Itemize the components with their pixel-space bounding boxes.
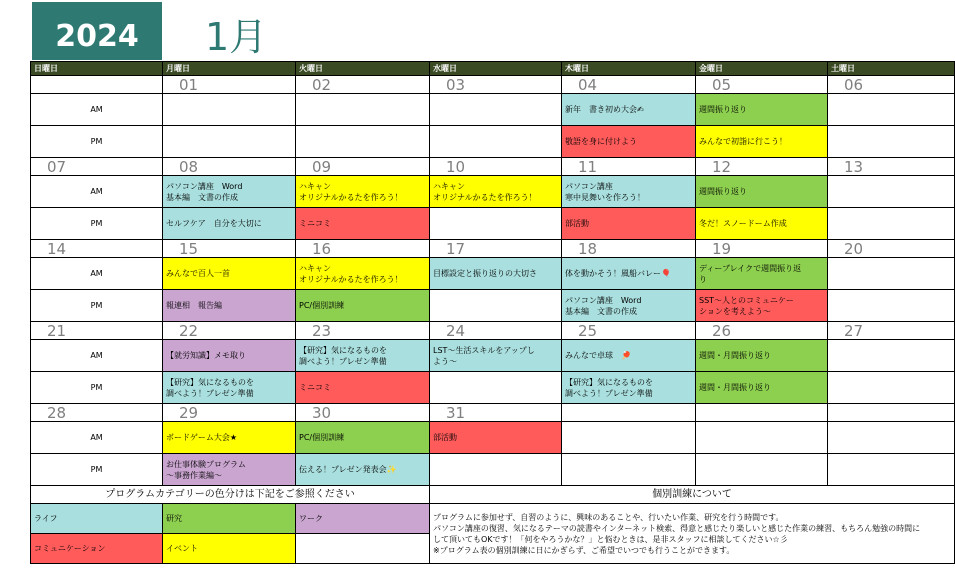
program-line: 調べよう！プレゼン準備: [565, 388, 653, 398]
program-line: 【研究】気になるものを: [565, 377, 653, 387]
program-line: 部活動: [433, 433, 457, 442]
program-line: 目標設定と振り返りの大切さ: [433, 269, 537, 278]
date-row: [31, 404, 955, 422]
date-row: [31, 76, 955, 94]
date-cell: 14: [31, 240, 163, 258]
empty-cell: [430, 94, 562, 126]
legend-work: ワーク: [296, 504, 430, 534]
date-row: [31, 322, 955, 340]
program-cell: [296, 258, 430, 290]
empty-cell: [828, 454, 955, 486]
program-line: PC/個別訓練: [299, 433, 345, 442]
program-cell: [296, 340, 430, 372]
program-line: 冬だ！スノードーム作成: [699, 219, 787, 228]
empty-cell: [828, 340, 955, 372]
date-cell: 07: [31, 158, 163, 176]
empty-cell: [562, 454, 696, 486]
program-line: パソコン講座 Word: [166, 181, 243, 191]
program-cell: [696, 94, 828, 126]
date-cell: 01: [163, 76, 296, 94]
pm-label: PM: [31, 290, 163, 322]
program-line: 報連相 報告編: [166, 301, 222, 310]
program-cell: [696, 290, 828, 322]
program-line: ションを考えよう～: [699, 306, 771, 316]
date-cell: 09: [296, 158, 430, 176]
empty-cell: [828, 372, 955, 404]
program-line: 週間・月間振り返り: [699, 383, 771, 392]
am-row: [31, 422, 955, 454]
program-cell: [562, 340, 696, 372]
empty-cell: [296, 94, 430, 126]
date-row: [31, 240, 955, 258]
weekday-header: 金曜日: [696, 62, 828, 76]
program-line: ミニコミ: [299, 383, 331, 392]
date-cell: [562, 404, 696, 422]
am-label: AM: [31, 258, 163, 290]
weekday-header-row: [31, 62, 955, 76]
program-cell: [696, 208, 828, 240]
program-cell: [163, 340, 296, 372]
program-line: オリジナルかるたを作ろう！: [299, 274, 403, 284]
program-cell: [562, 372, 696, 404]
date-cell: 31: [430, 404, 562, 422]
program-cell: [696, 372, 828, 404]
empty-cell: [562, 422, 696, 454]
legend-research: 研究: [163, 504, 296, 534]
date-cell: 15: [163, 240, 296, 258]
empty-cell: [430, 208, 562, 240]
date-cell: 11: [562, 158, 696, 176]
am-row: [31, 94, 955, 126]
program-line: LST～生活スキルをアップし: [433, 345, 535, 355]
pm-row: [31, 454, 955, 486]
date-cell: 27: [828, 322, 955, 340]
date-cell: 28: [31, 404, 163, 422]
am-row: [31, 176, 955, 208]
date-cell: 04: [562, 76, 696, 94]
empty-cell: [696, 454, 828, 486]
program-line: 伝える！プレゼン発表会✨: [299, 465, 397, 474]
year-label: 2024: [55, 18, 139, 54]
program-line: 週間振り返り: [699, 187, 747, 196]
date-cell: 05: [696, 76, 828, 94]
pm-label: PM: [31, 208, 163, 240]
program-cell: [562, 258, 696, 290]
calendar-table: [30, 61, 955, 564]
date-cell: 24: [430, 322, 562, 340]
date-cell: 26: [696, 322, 828, 340]
note-line: プログラムに参加せず、自習のように、興味のあることや、行いたい作業、研究を行う時間です。: [433, 512, 784, 522]
program-line: ボードゲーム大会★: [166, 433, 238, 442]
year-banner: [32, 2, 162, 60]
empty-cell: [828, 258, 955, 290]
date-cell: 03: [430, 76, 562, 94]
date-cell: 23: [296, 322, 430, 340]
program-cell: [696, 176, 828, 208]
date-cell: 25: [562, 322, 696, 340]
date-cell: 19: [696, 240, 828, 258]
program-line: みんなで初詣に行こう！: [699, 137, 787, 146]
pm-row: [31, 208, 955, 240]
program-line: 基本編 文書の作成: [565, 306, 637, 316]
pm-label: PM: [31, 126, 163, 158]
date-cell: 21: [31, 322, 163, 340]
program-line: ～事務作業編～: [166, 470, 222, 480]
note-line: ※プログラム表の個別訓練に日にかぎらず、ご希望でいつでも行うことができます。: [433, 545, 735, 555]
program-line: 調べよう！プレゼン準備: [299, 356, 387, 366]
date-cell: [828, 404, 955, 422]
date-cell: 08: [163, 158, 296, 176]
program-cell: [696, 126, 828, 158]
empty-cell: [696, 422, 828, 454]
am-label: AM: [31, 422, 163, 454]
program-cell: [163, 372, 296, 404]
individual-title: 個別訓練について: [430, 486, 955, 504]
program-cell: [562, 126, 696, 158]
legend-life: ライフ: [31, 504, 163, 534]
weekday-header: 水曜日: [430, 62, 562, 76]
program-line: 週間振り返り: [699, 105, 747, 114]
empty-cell: [828, 94, 955, 126]
program-cell: [296, 290, 430, 322]
empty-cell: [430, 290, 562, 322]
program-line: SST～人とのコミュニケー: [699, 295, 794, 305]
program-line: ハキャン: [299, 181, 331, 191]
program-cell: [163, 208, 296, 240]
weekday-header: 木曜日: [562, 62, 696, 76]
date-cell: 02: [296, 76, 430, 94]
individual-notes: [430, 504, 955, 564]
program-cell: [163, 422, 296, 454]
pm-row: [31, 372, 955, 404]
legend-communication: コミュニケーション: [31, 534, 163, 564]
empty-cell: [163, 126, 296, 158]
am-label: AM: [31, 94, 163, 126]
program-cell: [163, 258, 296, 290]
program-cell: [163, 290, 296, 322]
program-line: 体を動かそう！風船バレー🎈: [565, 269, 671, 278]
am-row: [31, 258, 955, 290]
legend-row-1: [31, 504, 955, 534]
program-cell: [296, 422, 430, 454]
program-cell: [430, 422, 562, 454]
empty-cell: [430, 454, 562, 486]
empty-cell: [430, 372, 562, 404]
legend-title: プログラムカテゴリーの色分けは下記をご参照ください: [31, 486, 430, 504]
program-cell: [696, 258, 828, 290]
program-line: 【研究】気になるものを: [299, 345, 387, 355]
date-cell: 13: [828, 158, 955, 176]
program-cell: [562, 290, 696, 322]
program-cell: [296, 454, 430, 486]
note-line: して頂いてもOKです！「何をやろうかな？」と悩むときは、是非スタッフに相談してください☆彡: [433, 534, 788, 544]
date-cell: 06: [828, 76, 955, 94]
empty-cell: [828, 126, 955, 158]
program-line: みんなで百人一首: [166, 269, 230, 278]
program-line: 【就労知識】メモ取り: [166, 351, 246, 360]
program-line: 寒中見舞いを作ろう！: [565, 192, 645, 202]
program-cell: [696, 340, 828, 372]
empty-cell: [828, 208, 955, 240]
program-line: お仕事体験プログラム: [166, 459, 246, 469]
empty-cell: [296, 126, 430, 158]
program-line: ミニコミ: [299, 219, 331, 228]
empty-cell: [828, 290, 955, 322]
program-cell: [296, 176, 430, 208]
program-line: 【研究】気になるものを: [166, 377, 254, 387]
program-cell: [430, 340, 562, 372]
program-cell: [163, 176, 296, 208]
program-line: みんなで卓球 🏓: [565, 351, 631, 360]
program-line: ディーブレイクで週間振り返: [699, 263, 802, 273]
program-cell: [562, 94, 696, 126]
program-line: パソコン講座: [565, 181, 613, 191]
empty-cell: [828, 176, 955, 208]
date-cell: 18: [562, 240, 696, 258]
pm-label: PM: [31, 372, 163, 404]
pm-row: [31, 290, 955, 322]
calendar-body: [31, 62, 955, 486]
weekday-header: 日曜日: [31, 62, 163, 76]
legend-empty: [296, 534, 430, 564]
program-cell: [296, 208, 430, 240]
program-line: ハキャン: [299, 263, 331, 273]
program-line: 週間・月間振り返り: [699, 351, 771, 360]
program-line: オリジナルかるたを作ろう！: [433, 192, 537, 202]
date-cell: 16: [296, 240, 430, 258]
pm-row: [31, 126, 955, 158]
date-cell: 20: [828, 240, 955, 258]
note-line: パソコン講座の復習、気になるテーマの読書やインターネット検索、得意と感じたり楽しいと感じた作業の練習、もちろん勉強の時間に: [433, 523, 921, 533]
empty-cell: [828, 422, 955, 454]
date-cell: 10: [430, 158, 562, 176]
empty-cell: [163, 94, 296, 126]
legend-section: [31, 486, 955, 564]
program-cell: [430, 176, 562, 208]
program-line: オリジナルかるたを作ろう！: [299, 192, 403, 202]
date-cell: 12: [696, 158, 828, 176]
weekday-header: 土曜日: [828, 62, 955, 76]
weekday-header: 月曜日: [163, 62, 296, 76]
date-cell: 22: [163, 322, 296, 340]
legend-event: イベント: [163, 534, 296, 564]
program-line: PC/個別訓練: [299, 301, 345, 310]
program-line: パソコン講座 Word: [565, 295, 642, 305]
legend-header-row: [31, 486, 955, 504]
program-cell: [562, 208, 696, 240]
program-line: 調べよう！プレゼン準備: [166, 388, 254, 398]
weekday-header: 火曜日: [296, 62, 430, 76]
program-line: 敬語を身に付けよう: [565, 137, 637, 146]
am-label: AM: [31, 340, 163, 372]
program-line: り: [699, 274, 707, 284]
program-line: 新年 書き初め大会✍: [565, 105, 644, 114]
date-row: [31, 158, 955, 176]
program-cell: [163, 454, 296, 486]
program-line: セルフケア 自分を大切に: [166, 219, 262, 228]
am-row: [31, 340, 955, 372]
program-cell: [562, 176, 696, 208]
program-cell: [430, 258, 562, 290]
date-cell: [31, 76, 163, 94]
date-cell: 30: [296, 404, 430, 422]
date-cell: [696, 404, 828, 422]
program-line: 基本編 文書の作成: [166, 192, 238, 202]
pm-label: PM: [31, 454, 163, 486]
program-line: ハキャン: [433, 181, 465, 191]
program-line: 部活動: [565, 219, 589, 228]
month-title: 1月: [205, 15, 268, 59]
date-cell: 29: [163, 404, 296, 422]
program-line: よう～: [433, 356, 457, 366]
date-cell: 17: [430, 240, 562, 258]
empty-cell: [430, 126, 562, 158]
program-cell: [296, 372, 430, 404]
am-label: AM: [31, 176, 163, 208]
